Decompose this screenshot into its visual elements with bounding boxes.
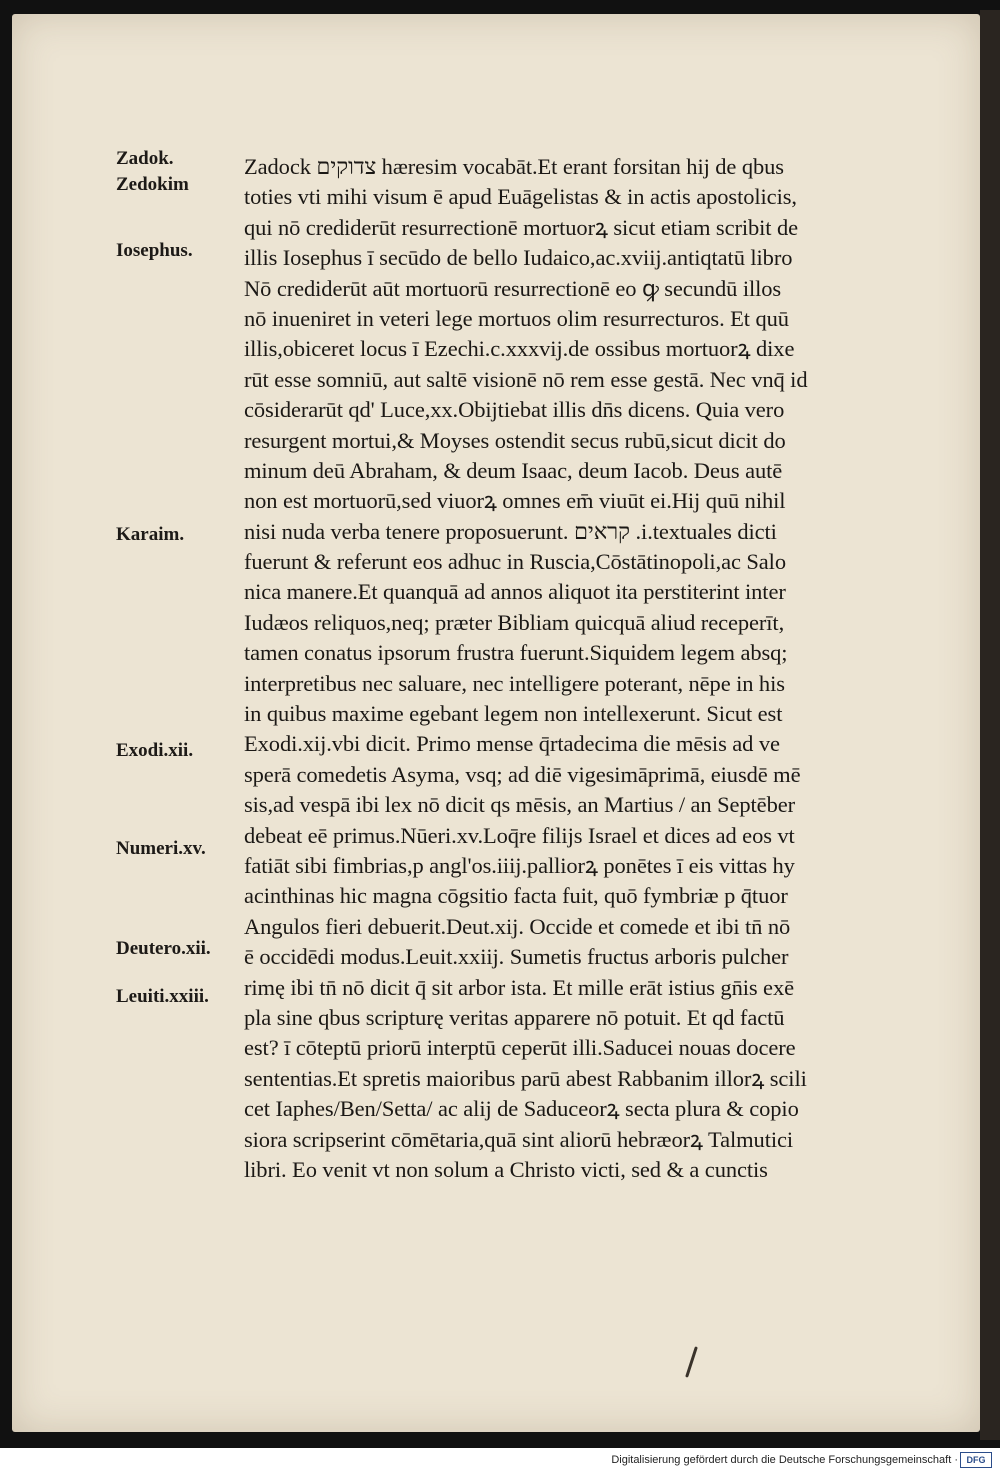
body-line: Exodi.xij.vbi dicit. Primo mense q̄rtadecima die mēsis ad ve [244, 731, 780, 757]
body-line: siora scripserint cōmētaria,quā sint aliorū hebræorꝝ Talmutici [244, 1126, 794, 1152]
body-line: sis,ad vespā ibi lex nō dicit qs mēsis, an Martius / an Septēber [244, 792, 796, 818]
body-line: sententias.Et spretis maioribus parū abest Rabbanim illorꝝ scili [244, 1065, 807, 1091]
body-line: cet Iaphes/Ben/Setta/ ac alij de Saduceorꝝ secta plura & copio [244, 1096, 799, 1122]
body-line: illis,obiceret locus ī Ezechi.c.xxxvij.de ossibus mortuorꝝ dixe [244, 336, 795, 362]
body-line: tamen conatus ipsorum frustra fuerunt.Siquidem legem absq; [244, 640, 788, 666]
body-line: Angulos fieri debuerit.Deut.xij. Occide et comede et ibi tn̄ nō [244, 913, 791, 939]
body-line: acinthinas hic magna cōgsitio facta fuit, quō fymbriæ p q̄tuor [244, 883, 788, 909]
body-line: Nō crediderūt aūt mortuorū resurrectionē eo ꝙ secundū illos [244, 275, 782, 301]
margin-note-zedokim: Zedokim [116, 174, 189, 195]
margin-note-zadok: Zadok. [116, 148, 174, 169]
margin-note-exodi: Exodi.xii. [116, 740, 194, 761]
body-line: nica manere.Et quanquā ad annos aliquot ita perstiterint inter [244, 579, 786, 605]
body-line: minum deū Abraham, & deum Isaac, deum Iacob. Deus autē [244, 457, 783, 483]
body-line: Iudæos reliquos,neq; præter Bibliam quicquā aliud receperīt, [244, 609, 785, 635]
body-text-block [244, 152, 904, 1185]
margin-note-leuiti: Leuiti.xxiii. [116, 986, 209, 1007]
body-line: fuerunt & referunt eos adhuc in Ruscia,Cōstātinopoli,ac Salo [244, 549, 786, 575]
body-line: in quibus maxime egebant legem non intellexerunt. Sicut est [244, 701, 783, 727]
body-line: toties vti mihi visum ē apud Euāgelistas & in actis apostolicis, [244, 184, 797, 210]
body-line: nisi nuda verba tenere proposuerunt. קראים .i.textuales dicti [244, 518, 777, 544]
body-line: debeat eē primus.Nūeri.xv.Loq̄re filijs Israel et dices ad eos vt [244, 822, 795, 848]
footer-credit: Digitalisierung gefördert durch die Deutsche Forschungsgemeinschaft · [611, 1454, 958, 1466]
body-line: rimę ibi tn̄ nō dicit q̄ sit arbor ista. Et mille erāt istius gn̄is exē [244, 974, 794, 1000]
body-line: fatiāt sibi fimbrias,p angl'os.iiij.palliorꝝ ponētes ī eis vittas hy [244, 852, 795, 878]
body-line: pla sine qbus scripturę veritas apparere nō potuit. Et qd factū [244, 1004, 785, 1030]
dfg-logo-icon: DFG [960, 1452, 992, 1468]
body-line: sperā comedetis Asyma, vsq; ad diē vigesimāprimā, eiusdē mē [244, 761, 801, 787]
body-line: nō inueniret in veteri lege mortuos olim resurrecturos. Et quū [244, 305, 789, 331]
body-line: cōsiderarūt qd' Luce,xx.Obijtiebat illis dn̄s dicens. Quia vero [244, 397, 785, 423]
margin-note-iosephus: Iosephus. [116, 240, 193, 261]
body-line: Zadock צדוקים hæresim vocabāt.Et erant forsitan hij de qbus [244, 154, 784, 179]
body-line: ē occidēdi modus.Leuit.xxiij. Sumetis fructus arboris pulcher [244, 944, 789, 970]
body-line: interpretibus nec saluare, nec intelligere poterant, nēpe in his [244, 670, 785, 696]
book-spine [980, 10, 1000, 1440]
body-line: rūt esse somniū, aut saltē visionē nō rem esse gestā. Nec vnq̄ id [244, 366, 808, 392]
body-line: resurgent mortui,& Moyses ostendit secus rubū,sicut dicit do [244, 427, 786, 453]
margin-note-karaim: Karaim. [116, 524, 185, 545]
body-line: qui nō crediderūt resurrectionē mortuorꝝ sicut etiam scribit de [244, 214, 799, 240]
margin-note-numeri: Numeri.xv. [116, 838, 206, 859]
body-line: libri. Eo venit vt non solum a Christo victi, sed & a cunctis [244, 1156, 768, 1182]
body-line: illis Iosephus ī secūdo de bello Iudaico,ac.xviij.antiqtatū libro [244, 245, 793, 271]
body-line: est? ī cōteptū priorū interptū ceperūt illi.Saducei nouas docere [244, 1035, 796, 1061]
body-line: non est mortuorū,sed viuorꝝ omnes em̄ viuūt ei.Hij quū nihil [244, 488, 786, 514]
margin-note-deutero: Deutero.xii. [116, 938, 211, 959]
